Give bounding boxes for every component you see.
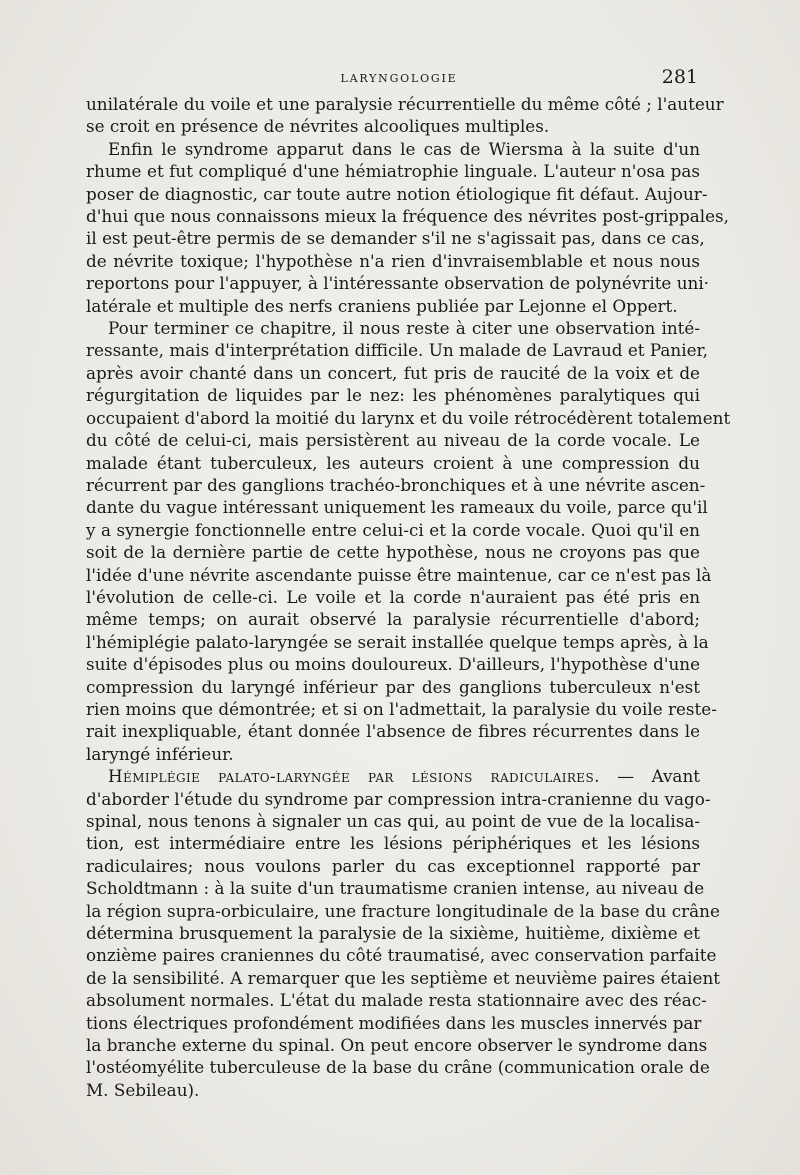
text-line: de la sensibilité. A remarquer que les septième et neuvième paires étaient: [86, 967, 721, 988]
text-line: tions électriques profondément modifiées dans les muscles innervés par: [86, 1012, 702, 1033]
text-line: la branche externe du spinal. On peut encore observer le syndrome dans: [86, 1035, 708, 1056]
text-line: d'hui que nous connaissons mieux la fréquence des névrites post-grippales,: [86, 206, 729, 227]
text-line: ressante, mais d'interprétation difficile. Un malade de Lavraud et Panier,: [86, 340, 709, 361]
text-line: Pour terminer ce chapitre, il nous reste à citer une observation inté-: [108, 318, 700, 339]
text-line: régurgitation de liquides par le nez: les phénomènes paralytiques qui: [86, 385, 700, 406]
text-line: de névrite toxique; l'hypothèse n'a rien d'invraisemblable et nous nous: [86, 250, 700, 271]
text-line: la région supra-orbiculaire, une fracture longitudinale de la base du crâne: [86, 900, 720, 921]
page-header: [86, 66, 712, 90]
text-line: Enfin le syndrome apparut dans le cas de Wiersma à la suite d'un: [108, 138, 700, 159]
text-line: l'hémiplégie palato-laryngée se serait installée quelque temps après, à la: [86, 631, 709, 652]
text-line: unilatérale du voile et une paralysie récurrentielle du même côté ; l'auteur: [86, 94, 724, 114]
running-head: LARYNGOLOGIE: [340, 72, 458, 85]
text-line: absolument normales. L'état du malade resta stationnaire avec des réac-: [86, 990, 707, 1011]
text-line: même temps; on aurait observé la paralysie récurrentielle d'abord;: [86, 609, 700, 630]
text-line: onzième paires craniennes du côté traumatisé, avec conservation parfaite: [86, 945, 717, 966]
text-line: il est peut-être permis de se demander s'il ne s'agissait pas, dans ce cas,: [86, 228, 705, 249]
text-line: reportons pour l'appuyer, à l'intéressante observation de polynévrite uni·: [86, 273, 710, 294]
text-line: radiculaires; nous voulons parler du cas exceptionnel rapporté par: [86, 855, 700, 876]
text-line: rhume et fut compliqué d'une hémiatrophie linguale. L'auteur n'osa pas: [86, 161, 700, 182]
text-line: compression du laryngé inférieur par des ganglions tuberculeux n'est: [86, 676, 700, 697]
section-heading-line: [86, 765, 700, 787]
text-line: récurrent par des ganglions trachéo-bronchiques et à une névrite ascen-: [86, 474, 706, 495]
text-line: latérale et multiple des nerfs craniens publiée par Lejonne el Oppert.: [86, 295, 678, 316]
text-line: y a synergie fonctionnelle entre celui-ci et la corde vocale. Quoi qu'il en: [86, 519, 700, 540]
text-line: rait inexpliquable, étant donnée l'absence de fibres récurrentes dans le: [86, 721, 700, 742]
text-line: occupaient d'abord la moitié du larynx et du voile rétrocédèrent totalement: [86, 407, 731, 428]
text-line: l'ostéomyélite tuberculeuse de la base du crâne (communication orale de: [86, 1057, 710, 1078]
text-line: détermina brusquement la paralysie de la sixième, huitième, dixième et: [86, 923, 700, 944]
text-line: spinal, nous tenons à signaler un cas qui, au point de vue de la localisa-: [86, 811, 700, 831]
text-line: après avoir chanté dans un concert, fut pris de raucité de la voix et de: [86, 362, 700, 383]
text-line: se croit en présence de névrites alcooliques multiples.: [86, 116, 550, 137]
text-line: tion, est intermédiaire entre les lésions périphériques et les lésions: [86, 833, 700, 854]
section-heading: Hémiplégie palato-laryngée par lésions radiculaires.: [108, 766, 600, 787]
text-line: rien moins que démontrée; et si on l'admettait, la paralysie du voile reste-: [86, 698, 717, 719]
text-line: Scholdtmann : à la suite d'un traumatisme cranien intense, au niveau de: [86, 878, 705, 899]
heading-lead-word: Avant: [651, 766, 700, 787]
text-line: du côté de celui-ci, mais persistèrent au niveau de la corde vocale. Le: [86, 430, 700, 451]
page-number: 281: [661, 66, 698, 88]
body-text: [86, 93, 731, 1101]
text-line: M. Sebileau).: [86, 1079, 200, 1100]
text-line: l'idée d'une névrite ascendante puisse être maintenue, car ce n'est pas là: [86, 564, 712, 585]
text-line: laryngé inférieur.: [86, 743, 234, 764]
text-line: dante du vague intéressant uniquement les rameaux du voile, parce qu'il: [86, 497, 708, 518]
text-line: l'évolution de celle-ci. Le voile et la corde n'auraient pas été pris en: [86, 586, 700, 607]
text-line: malade étant tuberculeux, les auteurs croient à une compression du: [86, 452, 700, 473]
text-line: soit de la dernière partie de cette hypothèse, nous ne croyons pas que: [86, 542, 700, 563]
text-line: poser de diagnostic, car toute autre notion étiologique fit défaut. Aujour-: [86, 183, 708, 204]
text-line: d'aborder l'étude du syndrome par compression intra-cranienne du vago-: [86, 788, 711, 809]
heading-dash: —: [617, 766, 635, 787]
text-line: suite d'épisodes plus ou moins douloureux. D'ailleurs, l'hypothèse d'une: [86, 654, 700, 675]
